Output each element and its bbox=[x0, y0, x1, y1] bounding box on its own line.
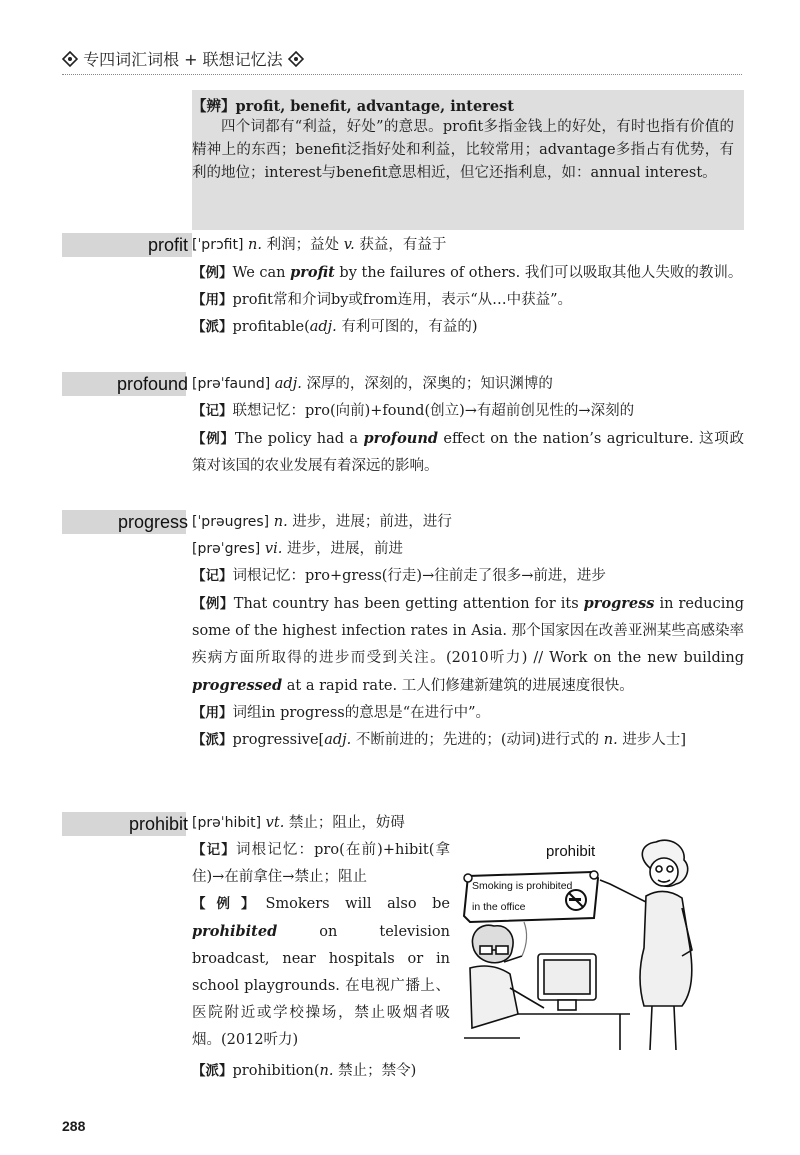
derivative-line bbox=[192, 727, 744, 754]
definition-line bbox=[192, 810, 744, 837]
example-line bbox=[192, 425, 744, 480]
diamond-ornament-icon bbox=[62, 51, 78, 67]
derivative-text: 有利可图的，有益的) bbox=[336, 319, 478, 335]
example-keyword: profit bbox=[290, 264, 335, 281]
usage-note-box bbox=[192, 90, 744, 230]
example-text: That country has been getting attention for its bbox=[233, 596, 584, 612]
header-title: 专四词汇词根 + 联想记忆法 bbox=[83, 50, 283, 69]
definition: 深厚的，深刻的，深奥的；知识渊博的 bbox=[306, 376, 553, 392]
definition: 禁止；阻止，妨碍 bbox=[288, 815, 405, 831]
usage-line bbox=[192, 700, 744, 727]
derivative-text: prohibition( bbox=[232, 1063, 320, 1079]
entry-progress bbox=[192, 509, 744, 754]
example-tag: 【例】 bbox=[192, 431, 235, 447]
example-text: by the failures of others. 我们可以吸取其他人失败的教训。 bbox=[334, 265, 743, 281]
memory-tag: 【记】 bbox=[192, 842, 236, 858]
example-tag: 【例】 bbox=[192, 896, 266, 912]
example-tag: 【例】 bbox=[192, 596, 234, 612]
example-keyword: profound bbox=[363, 430, 439, 447]
definition: 利润；益处 bbox=[266, 237, 340, 253]
example-line bbox=[192, 590, 744, 700]
usage-text: profit常和介词by或from连用，表示“从…中获益”。 bbox=[232, 292, 573, 308]
part-of-speech: n. bbox=[273, 514, 288, 530]
definition-line bbox=[192, 371, 744, 398]
example-text: Smokers will also be bbox=[265, 896, 450, 912]
example-keyword: progressed bbox=[192, 677, 283, 694]
woman-figure bbox=[600, 840, 692, 1050]
example-line bbox=[192, 891, 450, 1054]
example-text: in reducing some of the highest infection rates in Asia. 那个国家因在改善亚洲某些高感染率疾病方面所取得的进步而受到关注。(2010听力) // Work on the new building bbox=[192, 596, 745, 666]
definition: 进步，进展；前进，进行 bbox=[292, 514, 452, 530]
example-text: at a rapid rate. 工人们修建新建筑的进展速度很快。 bbox=[282, 678, 634, 694]
pronunciation: [prəˈhibit] bbox=[192, 815, 262, 831]
usage-text: 词组in progress的意思是“在进行中”。 bbox=[232, 705, 491, 721]
header-rule bbox=[62, 74, 742, 75]
example-line bbox=[192, 259, 744, 287]
pronunciation: [ˈprɔfit] bbox=[192, 237, 244, 253]
definition: 获益，有益于 bbox=[359, 237, 447, 253]
memory-text: 词根记忆：pro+gress(行走)→往前走了很多→前进，进步 bbox=[232, 568, 606, 584]
usage-line bbox=[192, 287, 744, 314]
header-title-row bbox=[62, 47, 304, 70]
memory-text: 词根记忆：pro(在前)+hibit(拿住)→在前拿住→禁止；阻止 bbox=[192, 842, 451, 885]
example-text: The policy had a bbox=[234, 431, 364, 447]
derivative-text: 进步人士] bbox=[617, 732, 686, 748]
headword-profound: profound bbox=[116, 374, 188, 394]
part-of-speech: n. bbox=[248, 237, 262, 253]
definition-line bbox=[192, 536, 744, 563]
part-of-speech: vt. bbox=[265, 815, 285, 831]
illustration-caption: prohibit bbox=[546, 843, 596, 860]
page-number: 288 bbox=[62, 1118, 86, 1134]
headword-prohibit: prohibit bbox=[128, 814, 188, 834]
memory-line bbox=[192, 837, 450, 891]
example-keyword: progress bbox=[583, 595, 655, 612]
derivative-text: profitable( bbox=[232, 319, 310, 335]
example-keyword: prohibited bbox=[192, 923, 278, 940]
derivative-tag: 【派】 bbox=[192, 1063, 233, 1079]
usage-tag: 【用】 bbox=[192, 292, 233, 308]
derivative-line bbox=[192, 314, 744, 341]
headword-progress: progress bbox=[117, 512, 188, 532]
derivative-tag: 【派】 bbox=[192, 319, 233, 335]
definition-line bbox=[192, 509, 744, 536]
memory-tag: 【记】 bbox=[192, 403, 233, 419]
entry-prohibit-definition bbox=[192, 810, 744, 837]
definition-line bbox=[192, 232, 744, 259]
example-text: on television broadcast, near hospitals or in school playgrounds. 在电视广播上、医院附近或学校操场，禁止吸烟者吸烟。(2012听力) bbox=[192, 924, 450, 1048]
part-of-speech: n. bbox=[319, 1063, 334, 1079]
memory-line bbox=[192, 563, 744, 590]
part-of-speech: vi. bbox=[264, 541, 283, 557]
entry-prohibit-body bbox=[192, 837, 450, 1054]
derivative-line bbox=[192, 1058, 416, 1085]
sign-text: Smoking is prohibited bbox=[472, 880, 573, 892]
pronunciation: [prəˈfaund] bbox=[192, 376, 271, 392]
example-text: We can bbox=[232, 265, 291, 281]
running-header bbox=[62, 44, 742, 74]
example-tag: 【例】 bbox=[192, 265, 233, 281]
note-body: 四个词都有“利益，好处”的意思。profit多指金钱上的好处，有时也指有价值的精神上的东西；benefit泛指好处和利益，比较常用；advantage多指占有优势，有利的地位；interest与benefit意思相近，但它还指利息，如：annual interest。 bbox=[192, 119, 734, 181]
definition: 进步，进展，前进 bbox=[286, 541, 403, 557]
sign-text: in the office bbox=[472, 901, 526, 913]
entry-profit bbox=[192, 232, 744, 341]
prohibit-cartoon-illustration bbox=[460, 838, 745, 1053]
man-at-desk-figure bbox=[464, 922, 630, 1050]
example-text: effect on the nation’s agriculture. 这项政策对该国的农业发展有着深远的影响。 bbox=[192, 431, 745, 474]
derivative-text: progressive[ bbox=[232, 732, 325, 748]
pronunciation: [ˈprəugres] bbox=[192, 514, 270, 530]
part-of-speech: adj. bbox=[324, 732, 352, 748]
part-of-speech: n. bbox=[603, 732, 618, 748]
part-of-speech: v. bbox=[343, 237, 355, 253]
no-smoking-sign bbox=[464, 871, 598, 922]
pronunciation: [prəˈgres] bbox=[192, 541, 261, 557]
derivative-tag: 【派】 bbox=[192, 732, 233, 748]
entry-profound bbox=[192, 371, 744, 480]
part-of-speech: adj. bbox=[274, 376, 302, 392]
memory-text: 联想记忆：pro(向前)+found(创立)→有超前创见性的→深刻的 bbox=[232, 403, 635, 419]
derivative-text: 不断前进的；先进的；(动词)进行式的 bbox=[351, 732, 604, 748]
note-title: 【辨】profit, benefit, advantage, interest bbox=[192, 98, 514, 115]
usage-tag: 【用】 bbox=[192, 705, 233, 721]
headword-profit: profit bbox=[147, 235, 188, 255]
derivative-text: 禁止；禁令) bbox=[333, 1063, 417, 1079]
diamond-ornament-icon bbox=[288, 51, 304, 67]
memory-tag: 【记】 bbox=[192, 568, 233, 584]
part-of-speech: adj. bbox=[309, 319, 337, 335]
memory-line bbox=[192, 398, 744, 425]
